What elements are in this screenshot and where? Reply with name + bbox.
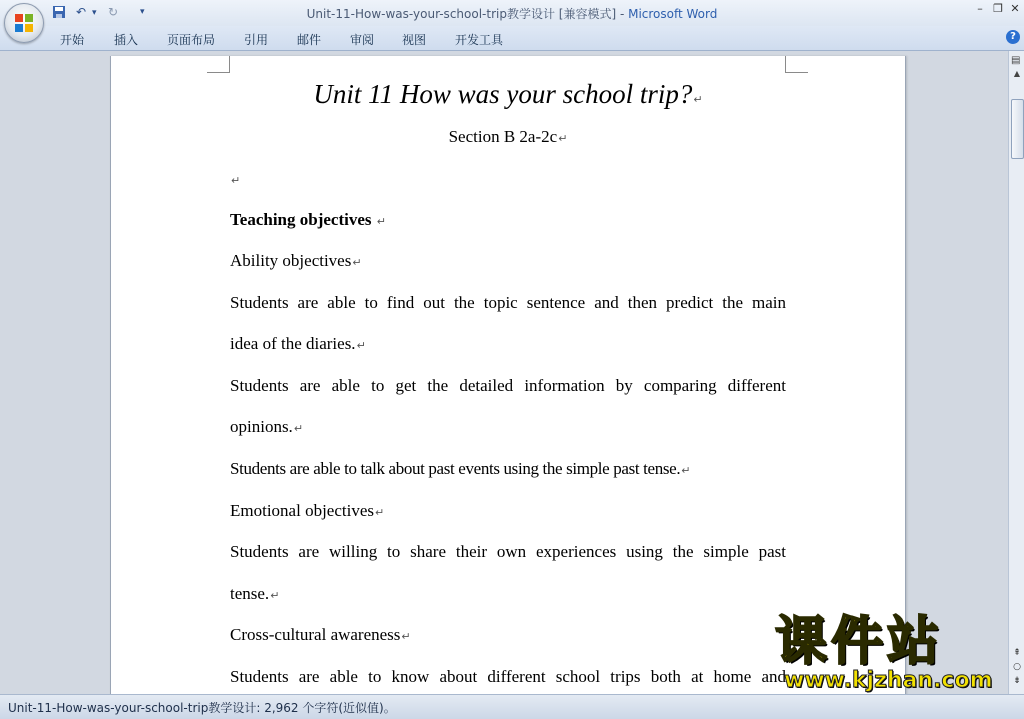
tab-references[interactable]: 引用 <box>244 33 269 47</box>
title-bar <box>0 0 1024 26</box>
document-page[interactable] <box>110 56 906 694</box>
previous-page-icon[interactable]: ⇞ <box>1013 648 1021 658</box>
close-icon[interactable]: ✕ <box>1010 2 1020 15</box>
office-button[interactable] <box>4 3 44 43</box>
select-browse-object-icon[interactable]: ○ <box>1013 662 1021 672</box>
redo-icon[interactable]: ↻ <box>108 5 119 19</box>
document-subtitle: Section B 2a-2c↵ <box>448 127 568 146</box>
paragraph-line: Students are able to get the detailed information by comparing different <box>230 376 786 395</box>
heading-teaching-objectives: Teaching objectives ↵ <box>230 210 386 229</box>
undo-dropdown-icon[interactable]: ▾ <box>92 8 97 18</box>
vertical-scrollbar[interactable] <box>1008 51 1024 694</box>
app-name: Microsoft Word <box>628 7 718 21</box>
crop-mark-left <box>207 56 230 73</box>
heading-emotional-objectives: Emotional objectives↵ <box>230 501 385 520</box>
watermark-url: www.kjzhan.com <box>784 668 993 693</box>
tab-mailings[interactable]: 邮件 <box>297 33 322 47</box>
heading-cross-cultural-awareness: Cross-cultural awareness↵ <box>230 625 411 644</box>
scroll-up-icon[interactable]: ▲ <box>1013 69 1021 78</box>
office-logo-icon <box>14 13 34 33</box>
document-title: Unit 11 How was your school trip?↵ <box>313 79 703 109</box>
paragraph-line: Students are willing to share their own experiences using the simple past <box>230 542 786 561</box>
tab-page-layout[interactable]: 页面布局 <box>167 33 216 47</box>
next-page-icon[interactable]: ⇟ <box>1013 676 1021 686</box>
undo-icon[interactable]: ↶ <box>76 5 87 19</box>
empty-paragraph: ↵ <box>231 174 241 187</box>
tab-home[interactable]: 开始 <box>60 33 85 47</box>
document-workspace <box>0 51 1008 694</box>
paragraph-line: opinions.↵ <box>230 417 304 436</box>
crop-mark-right <box>785 56 808 73</box>
paragraph-line: tense.↵ <box>230 584 280 603</box>
heading-ability-objectives: Ability objectives↵ <box>230 251 362 270</box>
restore-icon[interactable]: ❐ <box>993 2 1003 15</box>
watermark-logo: 课件站 <box>775 612 944 672</box>
paragraph-line: Students are able to talk about past events using the simple past tense.↵ <box>230 459 691 478</box>
document-name: Unit-11-How-was-your-school-trip教学设计 [兼容模式] - <box>306 7 629 21</box>
ribbon-tabs <box>0 26 1024 51</box>
minimize-icon[interactable]: – <box>977 2 983 15</box>
view-ruler-icon[interactable]: ▤ <box>1011 55 1021 66</box>
status-text: Unit-11-How-was-your-school-trip教学设计: 2,962 个字符(近似值)。 <box>8 701 396 715</box>
window-title <box>0 5 1024 22</box>
paragraph-line: Students are able to find out the topic sentence and then predict the main <box>230 293 786 312</box>
tab-view[interactable]: 视图 <box>402 33 427 47</box>
scroll-thumb[interactable] <box>1011 99 1024 159</box>
tab-insert[interactable]: 插入 <box>114 33 139 47</box>
paragraph-line: Students are able to know about different school trips both at home and <box>230 667 786 686</box>
tab-review[interactable]: 审阅 <box>350 33 375 47</box>
tab-developer[interactable]: 开发工具 <box>455 33 504 47</box>
paragraph-line: idea of the diaries.↵ <box>230 334 366 353</box>
customize-toolbar-icon[interactable]: ▾ <box>140 7 145 17</box>
help-icon[interactable]: ? <box>1006 30 1020 44</box>
status-bar <box>0 694 1024 719</box>
